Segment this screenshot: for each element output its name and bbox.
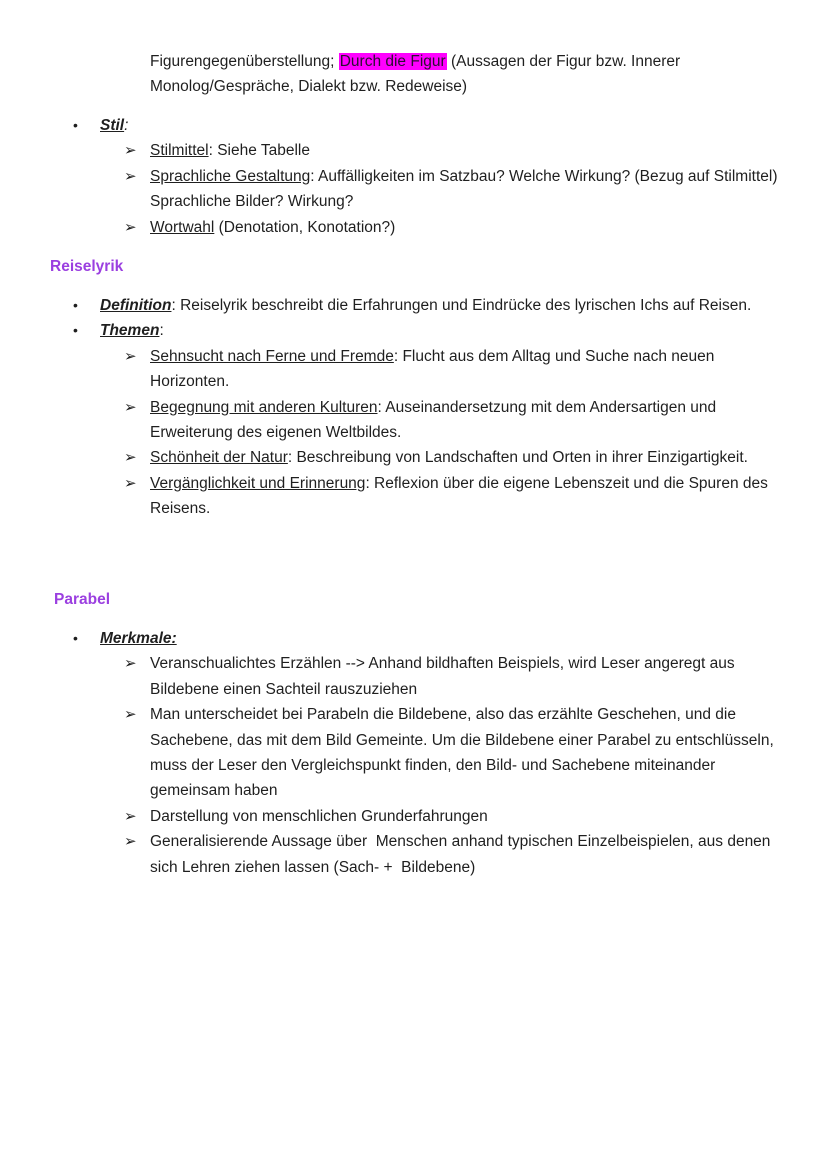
definition-label: Definition: [100, 297, 172, 314]
merkmale-subitem: [0, 829, 785, 880]
subitem-term: Schönheit der Natur: [150, 449, 288, 467]
themen-bullet-item: [0, 318, 780, 343]
themen-subitem: [0, 344, 785, 395]
subitem-term: Wortwahl: [150, 218, 215, 236]
stil-section: [0, 113, 828, 240]
parabel-section: [0, 626, 828, 880]
highlighted-text: Durch die Figur: [339, 53, 446, 70]
subitem-text: : Reflexion über die eigene Lebenszeit und die Spuren des Reisens.: [150, 474, 768, 518]
merkmale-label: Merkmale:: [100, 630, 177, 647]
stil-bullet-item: [0, 113, 780, 138]
reiselyrik-section: [0, 293, 828, 522]
arrow-bullet-icon: ➢: [124, 706, 137, 724]
arrow-bullet-icon: ➢: [124, 449, 137, 467]
section-heading-parabel: Parabel: [54, 591, 111, 608]
subitem-term: Begegnung mit anderen Kulturen: [150, 398, 378, 416]
subitem-text: : Flucht aus dem Alltag und Suche nach neuen Horizonten.: [150, 347, 715, 391]
section-heading-reiselyrik: Reiselyrik: [50, 258, 124, 275]
subitem-term: Stilmittel: [150, 142, 209, 160]
arrow-bullet-icon: ➢: [124, 474, 137, 492]
bullet-icon: •: [73, 297, 78, 313]
themen-subitem: [0, 395, 785, 446]
subitem-text: : Siehe Tabelle: [208, 142, 310, 160]
merkmale-subitem: [0, 702, 785, 804]
arrow-bullet-icon: ➢: [124, 347, 137, 365]
continuation-text: Figurengegenüberstellung;: [150, 53, 339, 70]
subitem-text: (Denotation, Konotation?): [214, 218, 396, 236]
stil-suffix: :: [124, 117, 129, 134]
themen-subitem: [0, 445, 785, 470]
subitem-text: : Auffälligkeiten im Satzbau? Welche Wirkung? (Bezug auf Stilmittel) Sprachliche Bilder? Wirkung?: [150, 167, 778, 211]
subitem-text: Man unterscheidet bei Parabeln die Bildebene, also das erzählte Geschehen, und die Sachebene, das mit dem Bild Gemeinte. Um die Bildebene einer Parabel zu entschlüsseln, muss der Leser den Vergleichspunkt finden, den Bild- und Sachebene miteinander gemeinsam haben: [150, 706, 774, 800]
stil-subitem: [0, 215, 785, 240]
subitem-text: Darstellung von menschlichen Grunderfahrungen: [150, 807, 488, 825]
continuation-text-after: (Aussagen der Figur bzw. Innerer Monolog/Gespräche, Dialekt bzw. Redeweise): [150, 53, 681, 96]
subitem-text: Veranschualichtes Erzählen --> Anhand bildhaften Beispiels, wird Leser angeregt aus Bildebene einen Sachteil rauszuziehen: [150, 655, 735, 698]
subitem-term: Sehnsucht nach Ferne und Fremde: [150, 347, 394, 365]
subitem-term: Sprachliche Gestaltung: [150, 167, 311, 185]
subitem-term: Vergänglichkeit und Erinnerung: [150, 474, 366, 492]
arrow-bullet-icon: ➢: [124, 398, 137, 416]
merkmale-bullet-item: [0, 626, 780, 651]
bullet-icon: •: [73, 117, 78, 133]
arrow-bullet-icon: ➢: [124, 167, 137, 185]
stil-label: Stil: [100, 117, 125, 134]
merkmale-subitem: [0, 651, 785, 702]
arrow-bullet-icon: ➢: [124, 218, 137, 236]
stil-subitem: [0, 164, 785, 215]
themen-suffix: :: [159, 322, 164, 340]
bullet-icon: •: [73, 630, 78, 646]
definition-bullet-item: [0, 293, 780, 318]
continuation-paragraph: [150, 49, 790, 100]
subitem-text: : Auseinandersetzung mit dem Andersartigen und Erweiterung des eigenen Weltbildes.: [150, 398, 717, 442]
themen-label: Themen: [100, 322, 160, 340]
arrow-bullet-icon: ➢: [124, 142, 137, 160]
themen-subitem: [0, 471, 785, 522]
arrow-bullet-icon: ➢: [124, 807, 137, 825]
stil-subitem: [0, 138, 785, 163]
definition-text: : Reiselyrik beschreibt die Erfahrungen und Eindrücke des lyrischen Ichs auf Reisen.: [171, 297, 752, 314]
subitem-text: : Beschreibung von Landschaften und Orten in ihrer Einzigartigkeit.: [287, 449, 748, 467]
arrow-bullet-icon: ➢: [124, 833, 137, 851]
arrow-bullet-icon: ➢: [124, 655, 137, 673]
merkmale-subitem: [0, 804, 785, 829]
subitem-text: Generalisierende Aussage über Menschen anhand typischen Einzelbeispielen, aus denen sich Lehren ziehen lassen (Sach- + Bildebene): [150, 833, 775, 876]
bullet-icon: •: [73, 322, 78, 339]
